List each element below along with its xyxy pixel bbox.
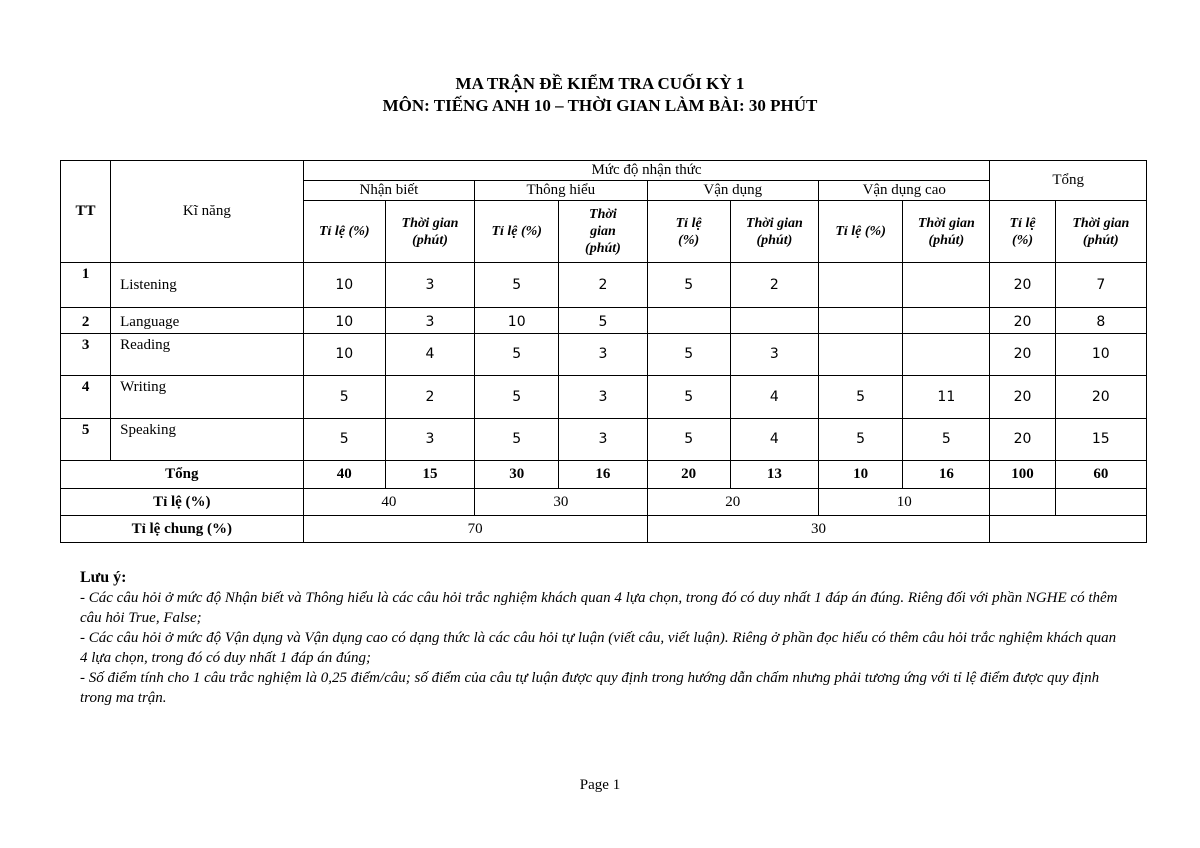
cell-value: 10 [475, 308, 559, 334]
note-line: - Số điểm tính cho 1 câu trắc nghiệm là 0,25 điểm/câu; số điểm của câu tự luận được quy định trong hướng dẫn chấm nhưng phải tương ứng với tỉ lệ điểm được quy định trong ma trận. [80, 670, 1100, 706]
total-row [61, 461, 1147, 489]
row-skill: Speaking [111, 419, 304, 461]
header-tt: TT [61, 161, 111, 263]
ratio-value: 30 [475, 489, 647, 516]
table-row [61, 263, 1147, 308]
cell-value: 4 [385, 334, 474, 376]
cell-value: 11 [903, 376, 990, 419]
cell-value: 2 [385, 376, 474, 419]
total-value: 10 [819, 461, 903, 489]
cell-value: 3 [559, 376, 647, 419]
cell-value: 20 [990, 376, 1055, 419]
overall-empty [990, 516, 1147, 543]
cell-value: 10 [1055, 334, 1146, 376]
cell-value: 5 [475, 334, 559, 376]
cell-value: 7 [1055, 263, 1146, 308]
row-tt: 3 [61, 334, 111, 376]
cell-value [647, 308, 730, 334]
row-tt: 4 [61, 376, 111, 419]
total-value: 100 [990, 461, 1055, 489]
cell-value: 8 [1055, 308, 1146, 334]
subheader-vdc-time: Thời gian (phút) [903, 201, 990, 263]
header-level-van-dung-cao: Vận dụng cao [819, 181, 990, 201]
overall-row [61, 516, 1147, 543]
row-skill: Language [111, 308, 304, 334]
cell-value: 5 [559, 308, 647, 334]
overall-label: Tỉ lệ chung (%) [61, 516, 304, 543]
total-value: 20 [647, 461, 730, 489]
ratio-value: 40 [303, 489, 474, 516]
cell-value: 10 [303, 308, 385, 334]
cell-value: 20 [990, 419, 1055, 461]
total-value: 16 [559, 461, 647, 489]
cell-value: 2 [730, 263, 818, 308]
cell-value: 5 [475, 419, 559, 461]
cell-value [903, 334, 990, 376]
note-line: - Các câu hỏi ở mức độ Vận dụng và Vận dụng cao có dạng thức là các câu hỏi tự luận (viết câu, viết luận). Riêng ở phần đọc hiểu có thêm câu hỏi trắc nghiệm khách quan 4 lựa chọn, trong đó có duy nhất 1 đáp án đúng; [80, 630, 1117, 666]
cell-value: 5 [647, 376, 730, 419]
subheader-nb-rate: Tỉ lệ (%) [303, 201, 385, 263]
subheader-vdc-rate: Tỉ lệ (%) [819, 201, 903, 263]
table-row [61, 334, 1147, 376]
header-level-van-dung: Vận dụng [647, 181, 818, 201]
subheader-nb-time: Thời gian (phút) [385, 201, 474, 263]
page-number: Page 1 [579, 777, 621, 793]
row-tt: 1 [61, 263, 111, 308]
ratio-row [61, 489, 1147, 516]
total-value: 13 [730, 461, 818, 489]
subheader-th-rate: Tỉ lệ (%) [475, 201, 559, 263]
ratio-empty [1055, 489, 1146, 516]
row-skill: Reading [111, 334, 304, 376]
cell-value: 5 [647, 263, 730, 308]
row-tt: 5 [61, 419, 111, 461]
document-subtitle: MÔN: TIẾNG ANH 10 – THỜI GIAN LÀM BÀI: 30 PHÚT [382, 96, 818, 115]
subheader-total-time: Thời gian (phút) [1055, 201, 1146, 263]
cell-value: 20 [990, 334, 1055, 376]
cell-value [903, 263, 990, 308]
row-skill: Writing [111, 376, 304, 419]
total-value: 60 [1055, 461, 1146, 489]
cell-value: 4 [730, 419, 818, 461]
cell-value: 5 [303, 376, 385, 419]
header-level-thong-hieu: Thông hiểu [475, 181, 647, 201]
cell-value: 3 [385, 419, 474, 461]
document-title: MA TRẬN ĐỀ KIỂM TRA CUỐI KỲ 1 [455, 74, 745, 93]
cell-value: 3 [559, 419, 647, 461]
cell-value: 5 [647, 419, 730, 461]
cell-value: 5 [819, 376, 903, 419]
notes-section [80, 568, 1125, 708]
subheader-total-rate: Tỉ lệ (%) [990, 201, 1055, 263]
overall-value: 30 [647, 516, 990, 543]
ratio-value: 20 [647, 489, 818, 516]
header-level-nhan-biet: Nhận biết [303, 181, 474, 201]
cell-value: 5 [647, 334, 730, 376]
total-label: Tổng [61, 461, 304, 489]
overall-value: 70 [303, 516, 647, 543]
header-total: Tổng [990, 161, 1147, 201]
cell-value: 20 [990, 263, 1055, 308]
cell-value: 5 [475, 263, 559, 308]
cell-value [819, 334, 903, 376]
cell-value: 5 [475, 376, 559, 419]
cell-value [730, 308, 818, 334]
cell-value [819, 263, 903, 308]
ratio-label: Tỉ lệ (%) [61, 489, 304, 516]
total-value: 16 [903, 461, 990, 489]
cell-value: 5 [903, 419, 990, 461]
cell-value: 20 [1055, 376, 1146, 419]
total-value: 15 [385, 461, 474, 489]
total-value: 30 [475, 461, 559, 489]
table-row [61, 308, 1147, 334]
ratio-empty [990, 489, 1055, 516]
cell-value [903, 308, 990, 334]
cell-value: 15 [1055, 419, 1146, 461]
cell-value: 10 [303, 263, 385, 308]
row-tt: 2 [61, 308, 111, 334]
cell-value [819, 308, 903, 334]
table-row [61, 419, 1147, 461]
subheader-vd-rate: Tỉ lệ (%) [647, 201, 730, 263]
cell-value: 3 [385, 263, 474, 308]
subheader-vd-time: Thời gian (phút) [730, 201, 818, 263]
cell-value: 4 [730, 376, 818, 419]
cell-value: 2 [559, 263, 647, 308]
table-row [61, 376, 1147, 419]
row-skill: Listening [111, 263, 304, 308]
cell-value: 10 [303, 334, 385, 376]
header-level-group: Mức độ nhận thức [303, 161, 990, 181]
note-line: - Các câu hỏi ở mức độ Nhận biết và Thông hiểu là các câu hỏi trắc nghiệm khách quan 4 lựa chọn, trong đó có duy nhất 1 đáp án đúng. Riêng đối với phần NGHE có thêm câu hỏi True, False; [80, 590, 1118, 626]
assessment-matrix-table [60, 160, 1147, 543]
cell-value: 5 [303, 419, 385, 461]
cell-value: 3 [730, 334, 818, 376]
cell-value: 20 [990, 308, 1055, 334]
total-value: 40 [303, 461, 385, 489]
header-skill: Kĩ năng [111, 161, 304, 263]
ratio-value: 10 [819, 489, 990, 516]
subheader-th-time: Thời gian (phút) [559, 201, 647, 263]
cell-value: 5 [819, 419, 903, 461]
cell-value: 3 [559, 334, 647, 376]
cell-value: 3 [385, 308, 474, 334]
notes-heading: Lưu ý: [80, 569, 127, 586]
